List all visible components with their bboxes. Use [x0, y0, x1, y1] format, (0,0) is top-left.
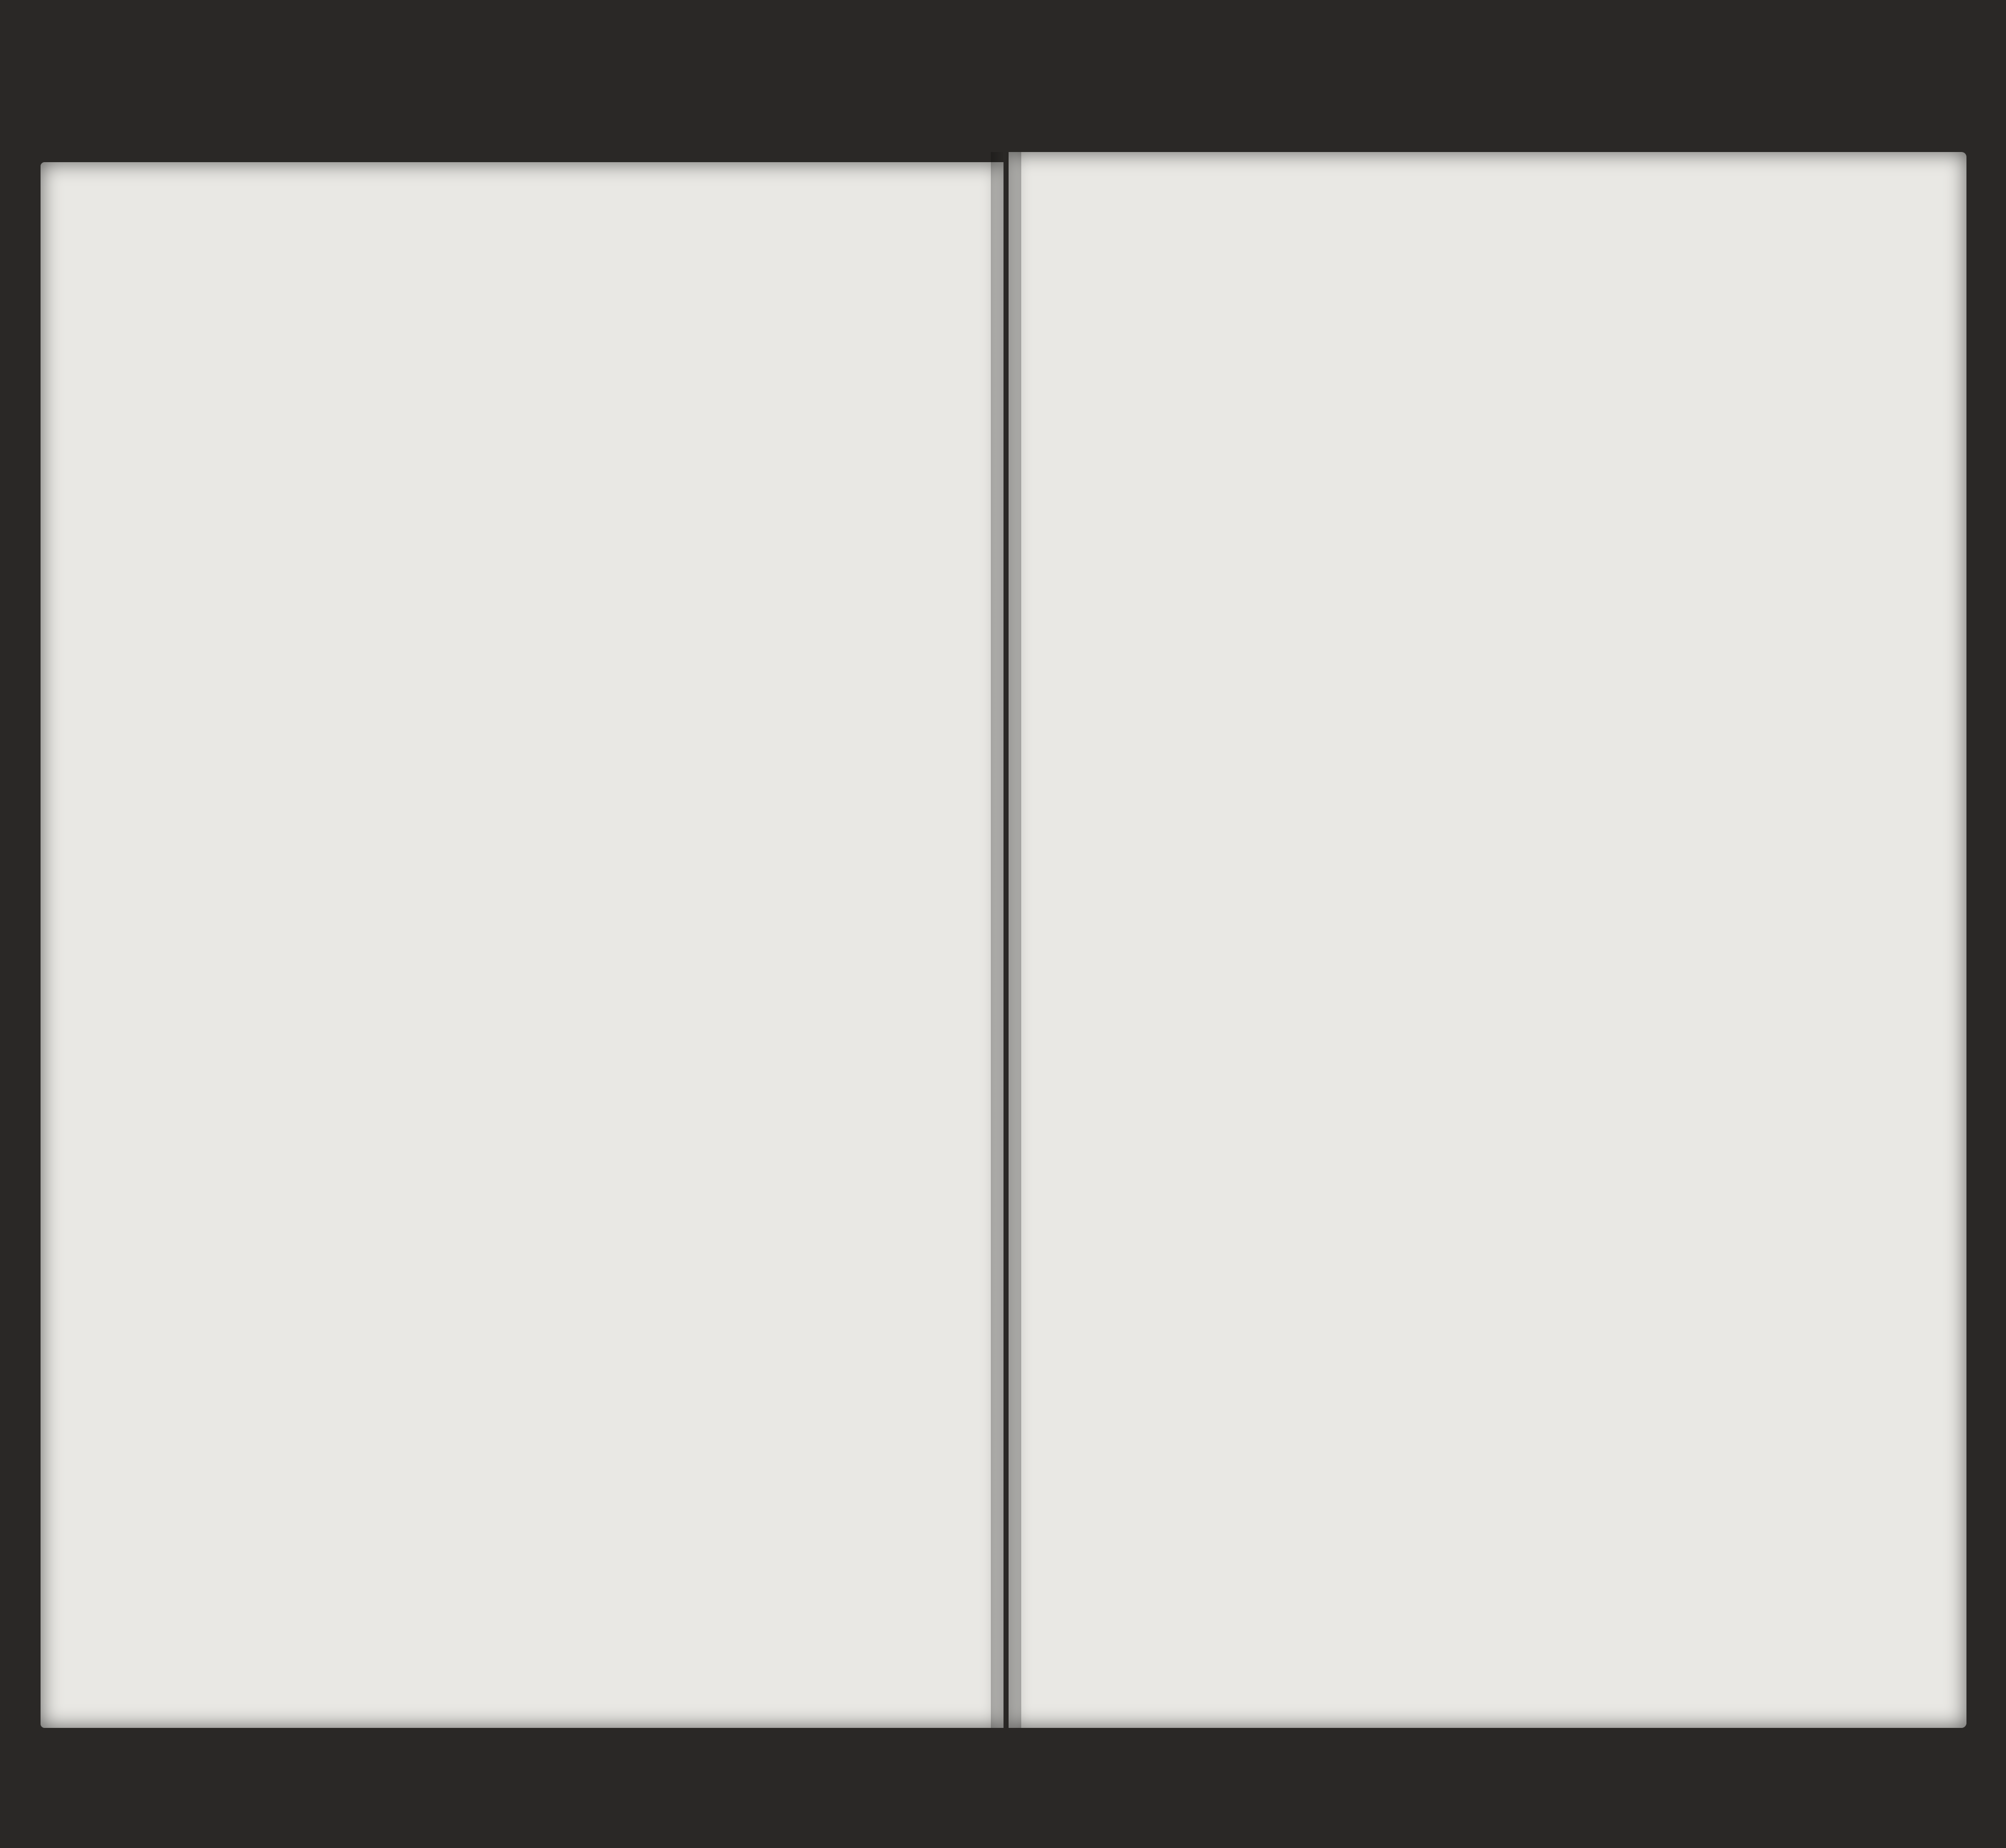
- left-page: [41, 162, 1004, 1728]
- book-gutter: [991, 152, 1021, 1728]
- right-page: [1009, 152, 1966, 1728]
